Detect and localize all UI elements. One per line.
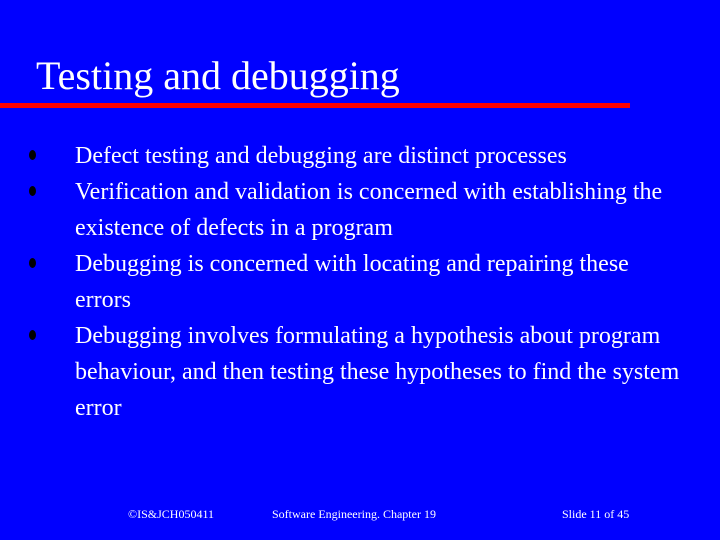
bullet-dot-icon — [29, 330, 36, 340]
bullet-item — [0, 246, 720, 318]
bullet-dot-icon — [29, 258, 36, 268]
bullet-text: Debugging involves formulating a hypothesis about program behaviour, and then testing these hypotheses to find the system error — [75, 323, 680, 421]
bullet-dot-icon — [29, 150, 36, 160]
bullet-list — [0, 138, 720, 426]
footer-copyright: ©IS&JCH050411 — [128, 507, 215, 521]
bullet-item — [0, 318, 720, 426]
bullet-text: Defect testing and debugging are distinct processes — [75, 143, 567, 169]
bullet-item — [0, 138, 720, 174]
title-underline — [0, 103, 630, 108]
bullet-item — [0, 174, 720, 246]
footer-course: Software Engineering. Chapter 19 — [272, 507, 436, 521]
footer-slide-number: Slide 11 of 45 — [562, 507, 630, 521]
slide-title: Testing and debugging — [36, 53, 400, 98]
bullet-dot-icon — [29, 186, 36, 196]
bullet-text: Verification and validation is concerned with establishing the existence of defects in a program — [75, 179, 663, 241]
bullet-text: Debugging is concerned with locating and repairing these errors — [75, 251, 629, 313]
